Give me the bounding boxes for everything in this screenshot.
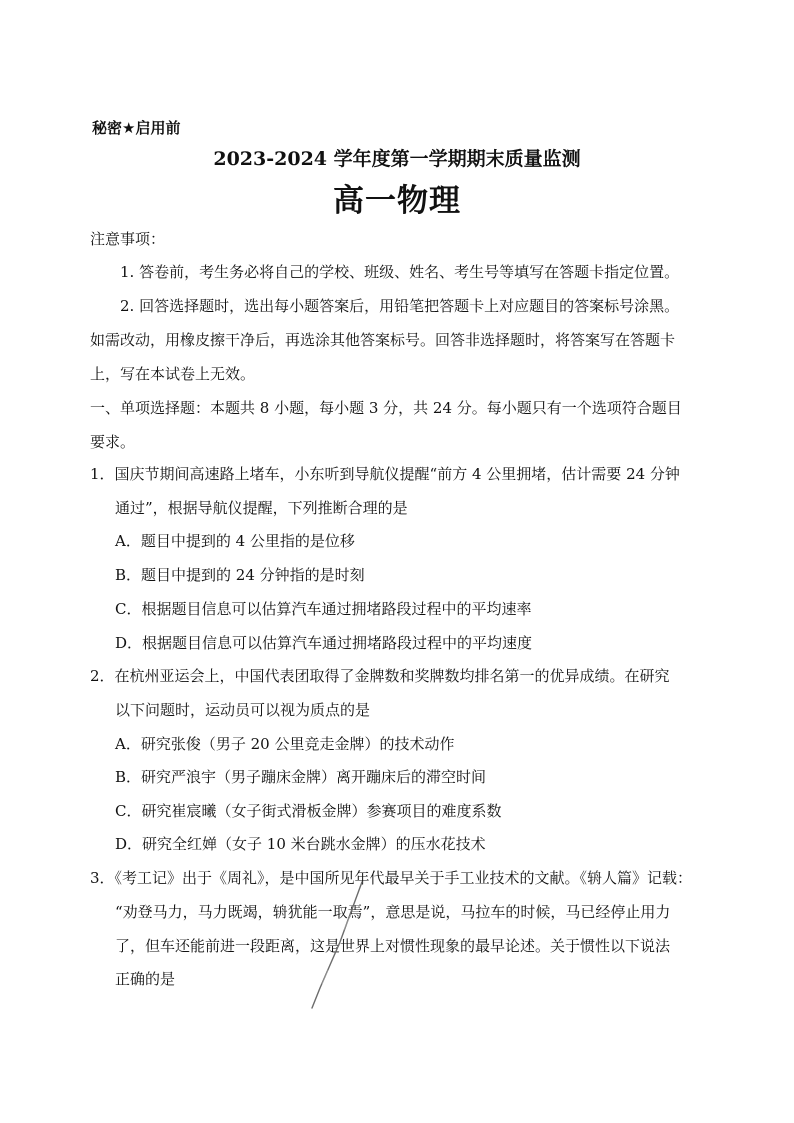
confidential-label: 秘密★启用前 — [92, 119, 181, 137]
question-3-stem-continuation: 正确的是 — [115, 970, 176, 988]
section-heading: 一、单项选择题：本题共 8 小题，每小题 3 分，共 24 分。每小题只有一个选项符合题目 — [90, 399, 682, 417]
note-item: 2. 回答选择题时，选出每小题答案后，用铅笔把答题卡上对应题目的答案标号涂黑。 — [120, 297, 680, 315]
exam-title: 2023-2024 学年度第一学期期末质量监测 — [213, 148, 581, 170]
question-1-option-c: C．根据题目信息可以估算汽车通过拥堵路段过程中的平均速率 — [115, 600, 532, 618]
note-item: 1. 答卷前，考生务必将自己的学校、班级、姓名、考生号等填写在答题卡指定位置。 — [120, 263, 680, 281]
question-1-stem: 1．国庆节期间高速路上堵车，小东听到导航仪提醒“前方 4 公里拥堵，估计需要 24 分钟 — [90, 465, 680, 483]
subject-title: 高一物理 — [333, 183, 461, 219]
question-2-stem-continuation: 以下问题时，运动员可以视为质点的是 — [115, 701, 371, 719]
question-2-option-b: B．研究严浪宇（男子蹦床金牌）离开蹦床后的滞空时间 — [115, 768, 487, 786]
note-item-continuation: 上，写在本试卷上无效。 — [90, 365, 256, 383]
question-1-stem-continuation: 通过”，根据导航仪提醒，下列推断合理的是 — [115, 499, 408, 517]
question-1-option-b: B．题目中提到的 24 分钟指的是时刻 — [115, 566, 365, 584]
question-2-option-c: C．研究崔宸曦（女子街式滑板金牌）参赛项目的难度系数 — [115, 802, 502, 820]
question-2-stem: 2．在杭州亚运会上，中国代表团取得了金牌数和奖牌数均排名第一的优异成绩。在研究 — [90, 667, 670, 685]
section-heading-continuation: 要求。 — [90, 433, 136, 451]
question-1-option-a: A．题目中提到的 4 公里指的是位移 — [115, 532, 355, 550]
question-3-stem-continuation: “劝登马力，马力既竭，辀犹能一取焉”，意思是说，马拉车的时候，马已经停止用力 — [115, 903, 671, 921]
note-item-continuation: 如需改动，用橡皮擦干净后，再选涂其他答案标号。回答非选择题时，将答案写在答题卡 — [90, 331, 676, 349]
question-3-stem-continuation: 了，但车还能前进一段距离，这是世界上对惯性现象的最早论述。关于惯性以下说法 — [115, 937, 671, 955]
question-3-stem: 3．《考工记》出于《周礼》，是中国所见年代最早关于手工业技术的文献。《辀人篇》记载： — [90, 869, 693, 887]
notes-heading: 注意事项： — [90, 230, 166, 248]
question-2-option-d: D．研究全红婵（女子 10 米台跳水金牌）的压水花技术 — [115, 835, 486, 853]
question-2-option-a: A．研究张俊（男子 20 公里竞走金牌）的技术动作 — [115, 735, 455, 753]
question-1-option-d: D．根据题目信息可以估算汽车通过拥堵路段过程中的平均速度 — [115, 634, 533, 652]
